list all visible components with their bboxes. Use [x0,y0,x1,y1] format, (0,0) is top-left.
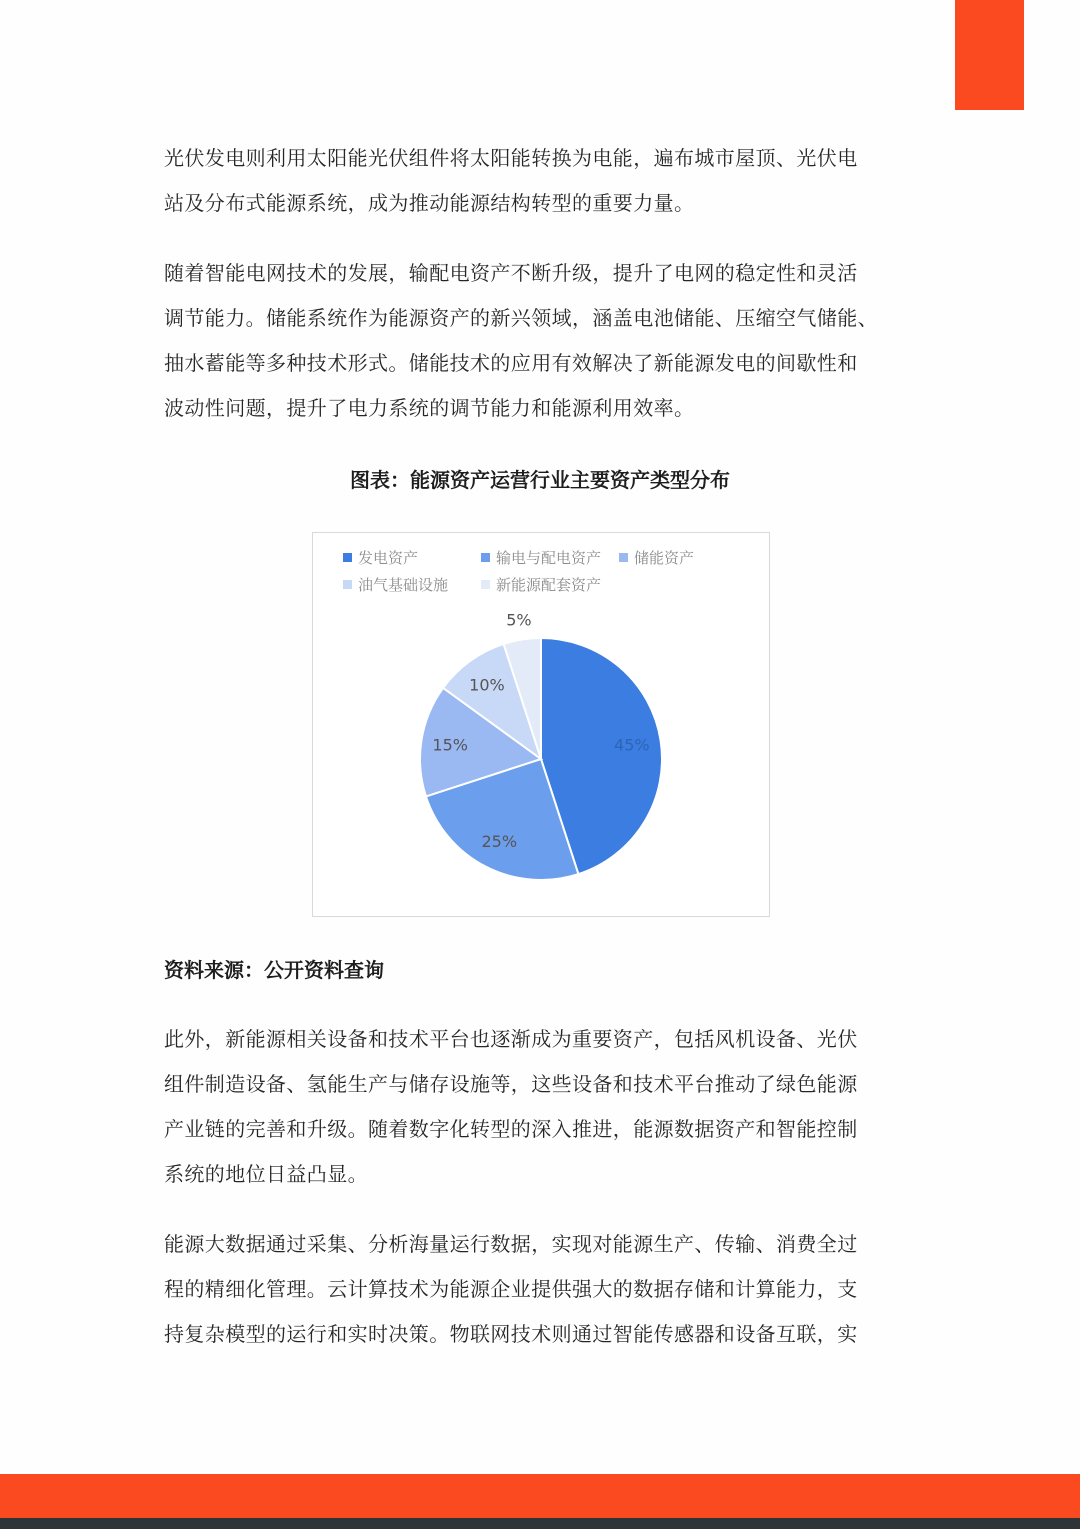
pie-data-label: 10% [469,675,505,695]
paragraph-2 [164,251,924,431]
legend-label: 发电资产 [358,549,419,567]
pie-data-label: 25% [481,831,518,851]
pie-data-label: 45% [614,735,650,755]
paragraph-line: 随着智能电网技术的发展，输配电资产不断升级，提升了电网的稳定性和灵活 [164,261,858,285]
legend-label: 储能资产 [634,549,695,567]
pie-chart [313,533,769,916]
paragraph-line: 系统的地位日益凸显。 [164,1162,368,1186]
chart-title: 图表：能源资产运营行业主要资产类型分布 [350,468,730,492]
paragraph-line: 站及分布式能源系统，成为推动能源结构转型的重要力量。 [164,191,695,215]
pie-data-label: 15% [432,735,468,755]
paragraph-line: 抽水蓄能等多种技术形式。储能技术的应用有效解决了新能源发电的间歇性和 [164,351,858,375]
pie-data-label: 5% [506,610,532,630]
source-note: 资料来源：公开资料查询 [164,958,384,982]
paragraph-line: 产业链的完善和升级。随着数字化转型的深入推进，能源数据资产和智能控制 [164,1117,858,1141]
legend-label: 输电与配电资产 [496,549,602,567]
footer-dark-strip [0,1518,1080,1529]
top-accent-block [955,0,1024,110]
legend-label: 油气基础设施 [358,576,449,594]
paragraph-4 [164,1222,924,1357]
paragraph-line: 能源大数据通过采集、分析海量运行数据，实现对能源生产、传输、消费全过 [164,1232,858,1256]
paragraph-line: 光伏发电则利用太阳能光伏组件将太阳能转换为电能，遍布城市屋顶、光伏电 [164,146,858,170]
paragraph-line: 此外，新能源相关设备和技术平台也逐渐成为重要资产，包括风机设备、光伏 [164,1027,858,1051]
chart-container [312,532,770,917]
footer-accent-bar [0,1474,1080,1518]
legend-label: 新能源配套资产 [496,576,602,594]
paragraph-1 [164,136,924,226]
paragraph-line: 组件制造设备、氢能生产与储存设施等，这些设备和技术平台推动了绿色能源 [164,1072,858,1096]
paragraph-line: 持复杂模型的运行和实时决策。物联网技术则通过智能传感器和设备互联，实 [164,1322,858,1346]
paragraph-3 [164,1017,924,1197]
paragraph-line: 波动性问题，提升了电力系统的调节能力和能源利用效率。 [164,396,695,420]
paragraph-line: 程的精细化管理。云计算技术为能源企业提供强大的数据存储和计算能力，支 [164,1277,858,1301]
paragraph-line: 调节能力。储能系统作为能源资产的新兴领域，涵盖电池储能、压缩空气储能、 [164,306,878,330]
